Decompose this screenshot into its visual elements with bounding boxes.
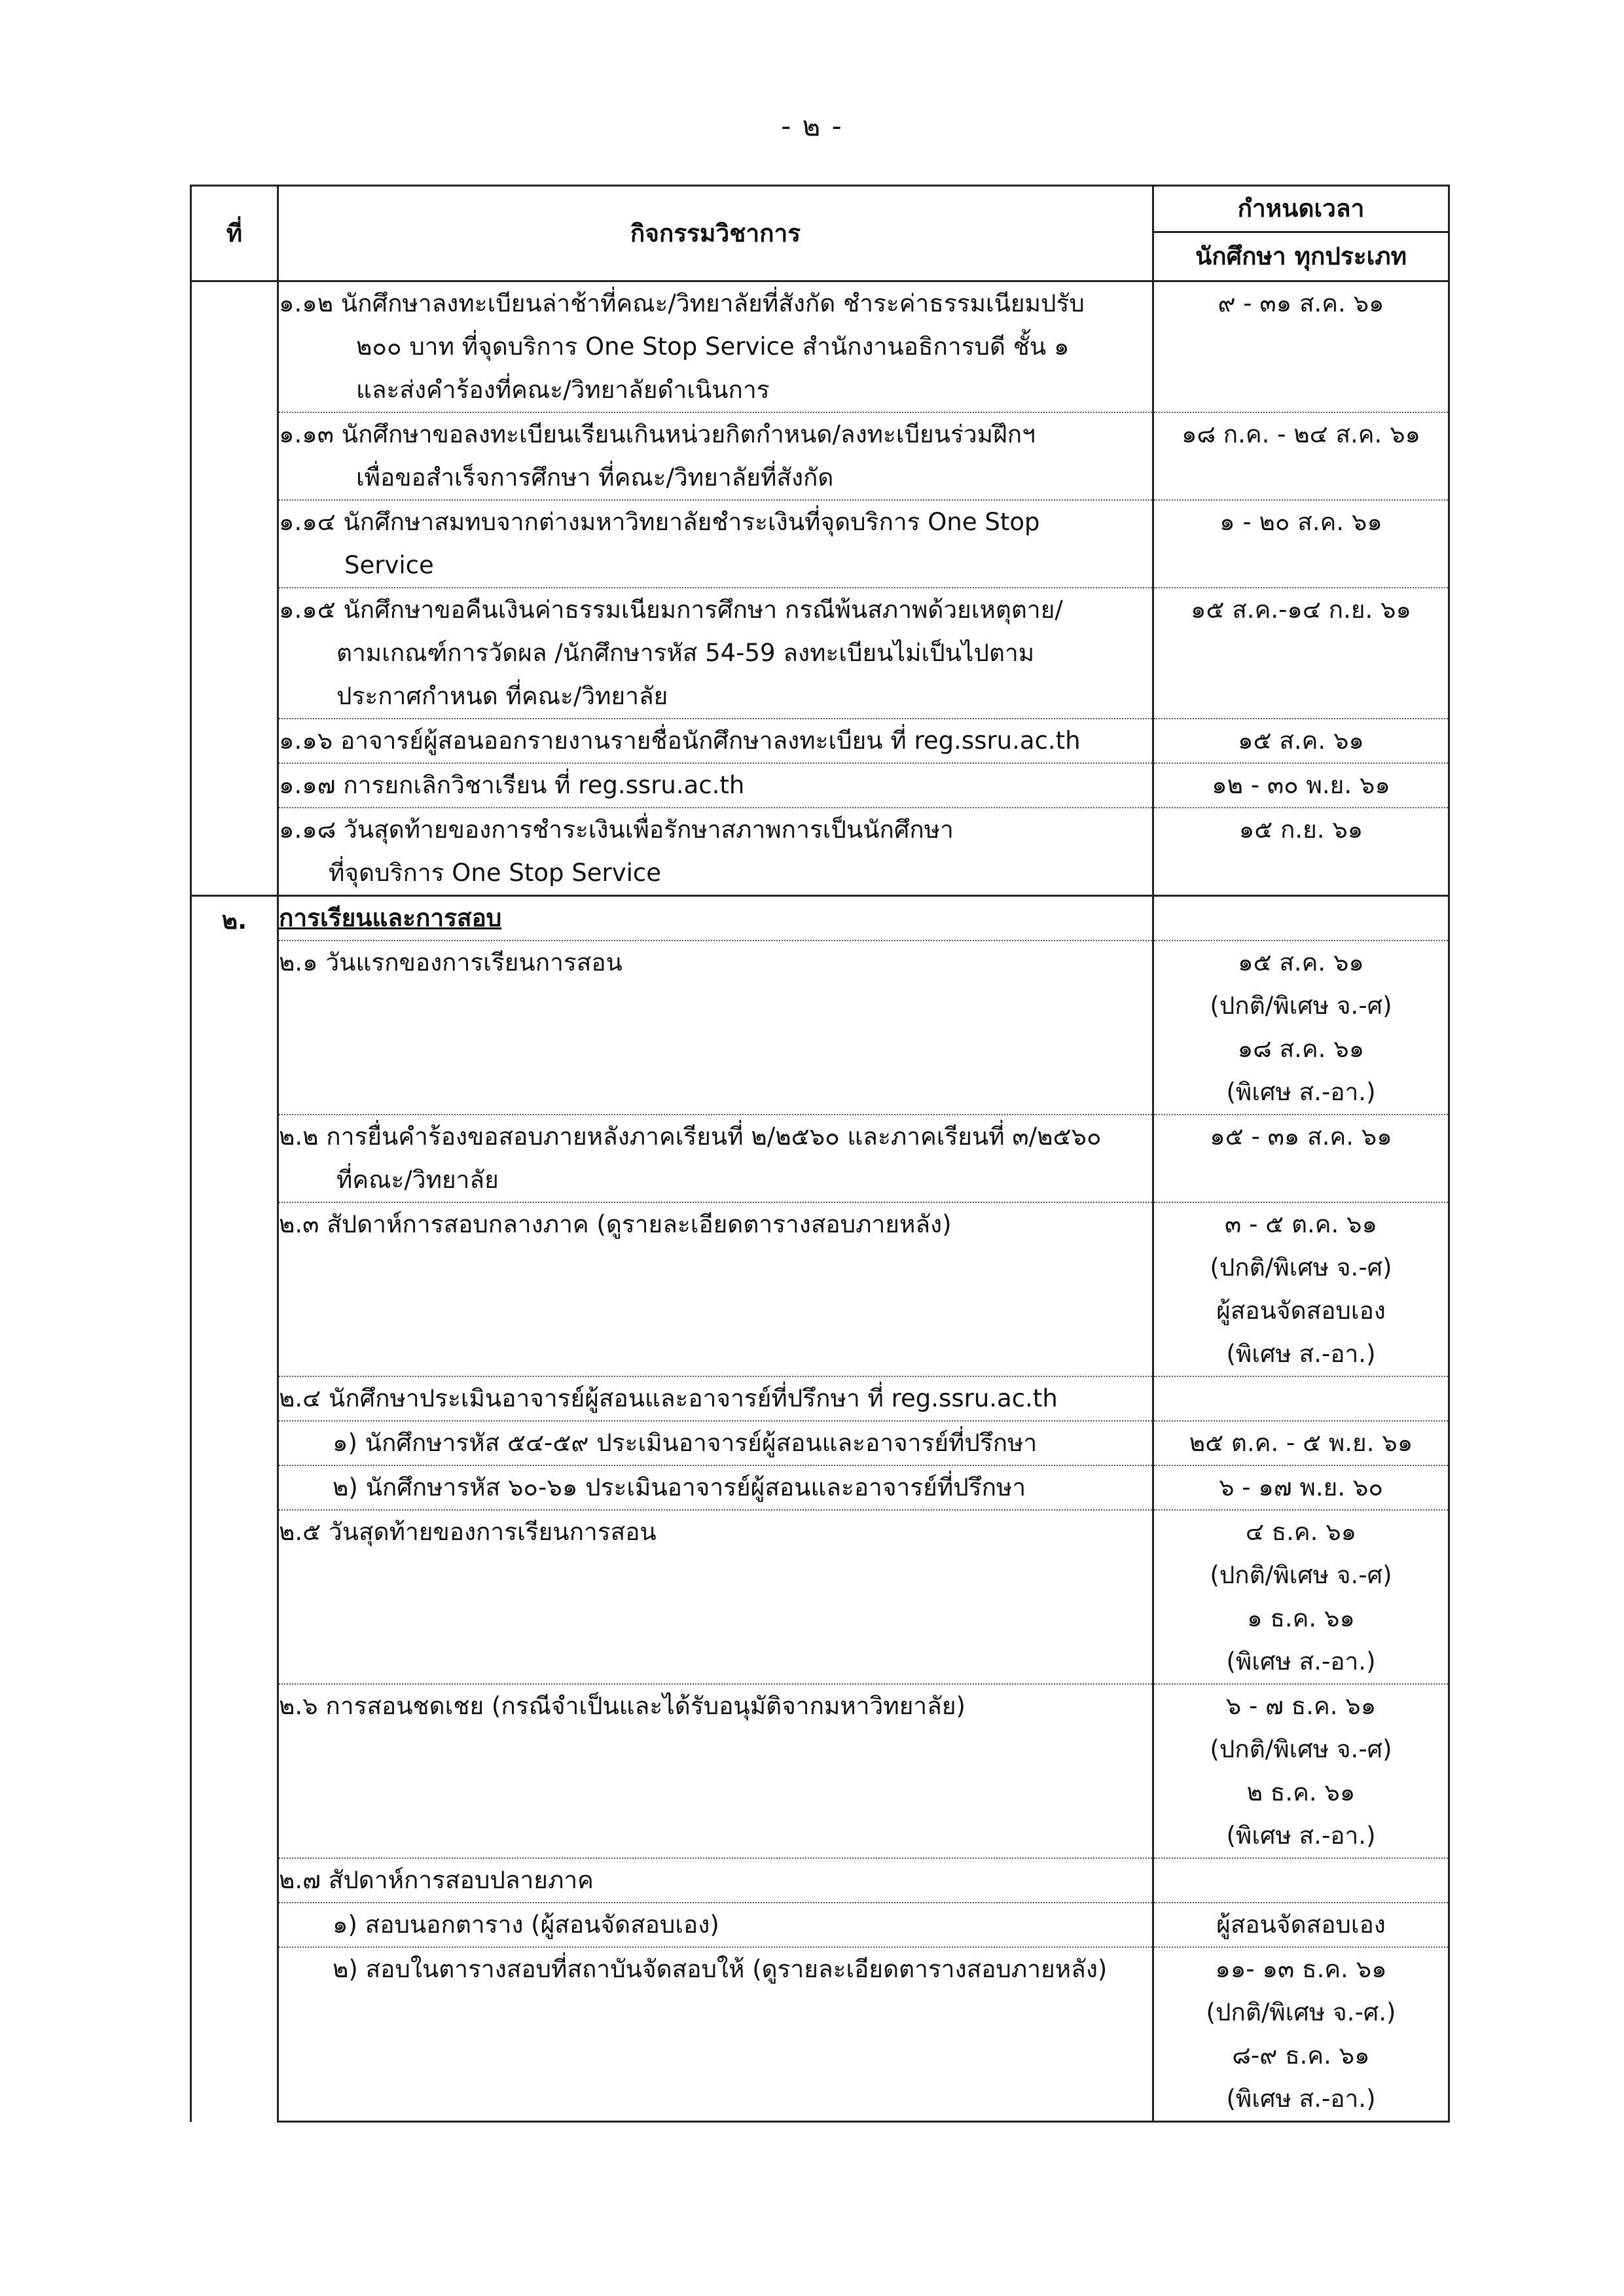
date-text: (ปกติ/พิเศษ จ.-ศ) bbox=[1210, 1253, 1392, 1282]
table-row bbox=[191, 808, 1449, 896]
date-text: (ปกติ/พิเศษ จ.-ศ) bbox=[1210, 1561, 1392, 1589]
date-cell bbox=[1153, 1376, 1449, 1421]
table-row bbox=[191, 281, 1449, 413]
activity-line: ที่คณะ/วิทยาลัย bbox=[336, 1166, 499, 1194]
date-text: ๑๕ - ๓๑ ส.ค. ๖๑ bbox=[1210, 1122, 1392, 1151]
activity-line: ๒๐๐ บาท ที่จุดบริการ One Stop Service สำนักงานอธิการบดี ชั้น ๑ bbox=[356, 332, 1070, 361]
date-text: ๖ - ๗ ธ.ค. ๖๑ bbox=[1225, 1692, 1377, 1720]
date-cell bbox=[1153, 1684, 1449, 1858]
activity-cell bbox=[278, 1510, 1153, 1684]
activity-line: Service bbox=[344, 551, 434, 579]
activity-line: ๒.๗ สัปดาห์การสอบปลายภาค bbox=[279, 1866, 594, 1894]
date-text: ๔ ธ.ค. ๖๑ bbox=[1245, 1518, 1357, 1546]
date-cell bbox=[1153, 1115, 1449, 1202]
date-text: ผู้สอนจัดสอบเอง bbox=[1216, 1910, 1386, 1939]
date-text: (พิเศษ ส.-อา.) bbox=[1226, 2085, 1376, 2113]
date-cell bbox=[1153, 412, 1449, 500]
date-text: ๒ ธ.ค. ๖๑ bbox=[1246, 1778, 1356, 1806]
activity-line: ๑.๑๔ นักศึกษาสมทบจากต่างมหาวิทยาลัยชำระเงินที่จุดบริการ One Stop bbox=[279, 508, 1040, 536]
date-text: ๑๘ ก.ค. - ๒๔ ส.ค. ๖๑ bbox=[1181, 420, 1421, 448]
activity-line: ๑) สอบนอกตาราง (ผู้สอนจัดสอบเอง) bbox=[333, 1910, 719, 1939]
date-text: (ปกติ/พิเศษ จ.-ศ) bbox=[1210, 992, 1392, 1020]
activity-cell bbox=[278, 1465, 1153, 1510]
row-number-cell bbox=[191, 896, 278, 2122]
table-row bbox=[191, 1421, 1449, 1465]
table-row bbox=[191, 763, 1449, 808]
date-cell bbox=[1153, 1903, 1449, 1947]
date-text: (ปกติ/พิเศษ จ.-ศ.) bbox=[1206, 1998, 1396, 2026]
date-text: ผู้สอนจัดสอบเอง bbox=[1216, 1297, 1386, 1325]
table-row bbox=[191, 719, 1449, 763]
table-row bbox=[191, 1465, 1449, 1510]
activity-line: ๒.๓ สัปดาห์การสอบกลางภาค (ดูรายละเอียดตารางสอบภายหลัง) bbox=[279, 1210, 952, 1238]
section-number: ๒. bbox=[221, 906, 247, 935]
activity-line: ๒.๖ การสอนชดเชย (กรณีจำเป็นและได้รับอนุมัติจากมหาวิทยาลัย) bbox=[279, 1692, 965, 1720]
table-row bbox=[191, 588, 1449, 719]
date-text: ๑๒ - ๓๐ พ.ย. ๖๑ bbox=[1212, 771, 1390, 799]
date-text: ๑๘ ส.ค. ๖๑ bbox=[1237, 1035, 1365, 1063]
row-number-cell bbox=[191, 281, 278, 896]
activity-line: ประกาศกำหนด ที่คณะ/วิทยาลัย bbox=[336, 682, 668, 710]
activity-cell bbox=[278, 281, 1153, 413]
activity-line: ๒) นักศึกษารหัส ๖๐-๖๑ ประเมินอาจารย์ผู้สอนและอาจารย์ที่ปรึกษา bbox=[333, 1473, 1026, 1501]
date-cell bbox=[1153, 500, 1449, 588]
date-cell bbox=[1153, 588, 1449, 719]
section-header-row bbox=[191, 896, 1449, 941]
date-cell bbox=[1153, 1510, 1449, 1684]
table-row bbox=[191, 1376, 1449, 1421]
activity-line: ตามเกณฑ์การวัดผล /นักศึกษารหัส 54-59 ลงทะเบียนไม่เป็นไปตาม bbox=[336, 639, 1035, 667]
activity-cell bbox=[278, 1684, 1153, 1858]
activity-cell bbox=[278, 763, 1153, 808]
date-cell bbox=[1153, 719, 1449, 763]
date-cell bbox=[1153, 763, 1449, 808]
table-row bbox=[191, 1202, 1449, 1376]
activity-line: ๒.๑ วันแรกของการเรียนการสอน bbox=[279, 948, 623, 977]
date-cell bbox=[1153, 1202, 1449, 1376]
date-cell bbox=[1153, 1858, 1449, 1903]
activity-line: ที่จุดบริการ One Stop Service bbox=[329, 859, 661, 887]
activity-line: ๒.๕ วันสุดท้ายของการเรียนการสอน bbox=[279, 1518, 657, 1546]
table-row bbox=[191, 1115, 1449, 1202]
activity-cell bbox=[278, 588, 1153, 719]
activity-line: ๒) สอบในตารางสอบที่สถาบันจัดสอบให้ (ดูรายละเอียดตารางสอบภายหลัง) bbox=[333, 1955, 1108, 1983]
activity-line: ๒.๒ การยื่นคำร้องขอสอบภายหลังภาคเรียนที่ ๒/๒๕๖๐ และภาคเรียนที่ ๓/๒๕๖๐ bbox=[279, 1122, 1102, 1151]
date-text: ๑๑- ๑๓ ธ.ค. ๖๑ bbox=[1215, 1955, 1387, 1983]
table-row bbox=[191, 500, 1449, 588]
date-text: ๘-๙ ธ.ค. ๖๑ bbox=[1232, 2041, 1370, 2070]
activity-cell bbox=[278, 719, 1153, 763]
date-text: ๑๕ ก.ย. ๖๑ bbox=[1238, 816, 1363, 844]
section-title: การเรียนและการสอบ bbox=[279, 904, 502, 932]
date-text: ๑๕ ส.ค. ๖๑ bbox=[1238, 948, 1364, 977]
date-text: ๙ - ๓๑ ส.ค. ๖๑ bbox=[1218, 289, 1384, 317]
activity-line: เพื่อขอสำเร็จการศึกษา ที่คณะ/วิทยาลัยที่สังกัด bbox=[356, 463, 834, 492]
activity-line: ๑.๑๘ วันสุดท้ายของการชำระเงินเพื่อรักษาสภาพการเป็นนักศึกษา bbox=[279, 816, 954, 844]
date-text: (พิเศษ ส.-อา.) bbox=[1226, 1647, 1376, 1676]
activity-cell bbox=[278, 1202, 1153, 1376]
activity-line: ๑.๑๓ นักศึกษาขอลงทะเบียนเรียนเกินหน่วยกิตกำหนด/ลงทะเบียนร่วมฝึกฯ bbox=[279, 420, 1036, 448]
col-activity-header: กิจกรรมวิชาการ bbox=[278, 186, 1153, 281]
table-row bbox=[191, 1510, 1449, 1684]
col-no-header: ที่ bbox=[191, 186, 278, 281]
activity-line: ๑.๑๖ อาจารย์ผู้สอนออกรายงานรายชื่อนักศึกษาลงทะเบียน ที่ reg.ssru.ac.th bbox=[279, 726, 1081, 755]
date-text: (พิเศษ ส.-อา.) bbox=[1226, 1340, 1376, 1368]
table-row bbox=[191, 941, 1449, 1115]
academic-calendar-table bbox=[190, 185, 1450, 2123]
col-schedule-header: กำหนดเวลา bbox=[1153, 186, 1449, 232]
activity-line: ๑.๑๕ นักศึกษาขอคืนเงินค่าธรรมเนียมการศึกษา กรณีพ้นสภาพด้วยเหตุตาย/ bbox=[279, 596, 1063, 624]
activity-cell bbox=[278, 1115, 1153, 1202]
date-text: ๓ - ๕ ต.ค. ๖๑ bbox=[1225, 1210, 1377, 1238]
activity-cell bbox=[278, 1947, 1153, 2122]
activity-line: ๑.๑๗ การยกเลิกวิชาเรียน ที่ reg.ssru.ac.th bbox=[279, 771, 745, 799]
table-row bbox=[191, 1684, 1449, 1858]
date-text: (ปกติ/พิเศษ จ.-ศ) bbox=[1210, 1735, 1392, 1763]
date-text: (พิเศษ ส.-อา.) bbox=[1226, 1821, 1376, 1850]
activity-line: ๒.๔ นักศึกษาประเมินอาจารย์ผู้สอนและอาจารย์ที่ปรึกษา ที่ reg.ssru.ac.th bbox=[279, 1384, 1058, 1412]
date-text: ๑ - ๒๐ ส.ค. ๖๑ bbox=[1219, 508, 1382, 536]
activity-cell bbox=[278, 896, 1153, 941]
table-row bbox=[191, 1947, 1449, 2122]
activity-line: และส่งคำร้องที่คณะ/วิทยาลัยดำเนินการ bbox=[356, 376, 770, 404]
date-cell bbox=[1153, 896, 1449, 941]
date-text: ๖ - ๑๗ พ.ย. ๖๐ bbox=[1219, 1473, 1383, 1501]
date-text: ๑๕ ส.ค. ๖๑ bbox=[1238, 726, 1364, 755]
activity-cell bbox=[278, 1421, 1153, 1465]
date-cell bbox=[1153, 1947, 1449, 2122]
activity-cell bbox=[278, 808, 1153, 896]
date-text: (พิเศษ ส.-อา.) bbox=[1226, 1078, 1376, 1106]
table-row bbox=[191, 412, 1449, 500]
date-text: ๑๕ ส.ค.-๑๔ ก.ย. ๖๑ bbox=[1190, 596, 1412, 624]
table-row bbox=[191, 1858, 1449, 1903]
activity-line: ๑.๑๒ นักศึกษาลงทะเบียนล่าช้าที่คณะ/วิทยาลัยที่สังกัด ชำระค่าธรรมเนียมปรับ bbox=[279, 289, 1085, 317]
date-text: ๑ ธ.ค. ๖๑ bbox=[1247, 1604, 1355, 1632]
date-cell bbox=[1153, 281, 1449, 413]
activity-cell bbox=[278, 1903, 1153, 1947]
page-number: - ๒ - bbox=[781, 110, 843, 142]
date-cell bbox=[1153, 1465, 1449, 1510]
date-cell bbox=[1153, 941, 1449, 1115]
table-row bbox=[191, 1903, 1449, 1947]
activity-cell bbox=[278, 1858, 1153, 1903]
date-text: ๒๕ ต.ค. - ๕ พ.ย. ๖๑ bbox=[1189, 1429, 1413, 1457]
activity-cell bbox=[278, 1376, 1153, 1421]
col-students-header: นักศึกษา ทุกประเภท bbox=[1153, 232, 1449, 281]
activity-cell bbox=[278, 941, 1153, 1115]
activity-line: ๑) นักศึกษารหัส ๕๔-๕๙ ประเมินอาจารย์ผู้สอนและอาจารย์ที่ปรึกษา bbox=[333, 1429, 1038, 1457]
activity-cell bbox=[278, 500, 1153, 588]
activity-cell bbox=[278, 412, 1153, 500]
date-cell bbox=[1153, 1421, 1449, 1465]
date-cell bbox=[1153, 808, 1449, 896]
